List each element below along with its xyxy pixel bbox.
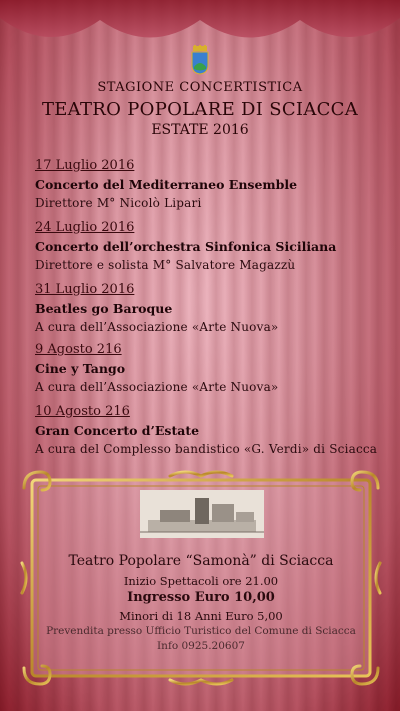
- presale-info: Prevendita presso Ufficio Turistico del Comune di Sciacca: [46, 625, 356, 637]
- event-item: [35, 220, 395, 272]
- event-date: 24 Luglio 2016: [35, 220, 135, 235]
- phone-info: Info 0925.20607: [157, 640, 245, 652]
- event-title: Cine y Tango: [35, 361, 126, 376]
- theatre-title: TEATRO POPOLARE DI SCIACCA: [41, 99, 359, 120]
- event-subtitle: A cura dell’Associazione «Arte Nuova»: [35, 320, 279, 334]
- event-title: Concerto del Mediterraneo Ensemble: [35, 177, 298, 192]
- season-label: STAGIONE CONCERTISTICA: [97, 80, 303, 95]
- event-item: [35, 342, 395, 394]
- ticket-price: Ingresso Euro 10,00: [127, 590, 275, 605]
- minor-ticket-price: Minori di 18 Anni Euro 5,00: [119, 609, 283, 623]
- event-item: [35, 282, 395, 334]
- event-item: [35, 404, 395, 456]
- event-subtitle: Direttore e solista M° Salvatore Magazzù: [35, 258, 296, 272]
- event-title: Beatles go Baroque: [35, 301, 173, 316]
- season-year: ESTATE 2016: [151, 122, 249, 138]
- venue-name: Teatro Popolare “Samonà” di Sciacca: [68, 553, 334, 569]
- event-date: 31 Luglio 2016: [35, 282, 135, 297]
- event-item: [35, 158, 395, 210]
- event-subtitle: Direttore M° Nicolò Lipari: [35, 196, 202, 210]
- show-start-time: Inizio Spettacoli ore 21.00: [123, 574, 279, 588]
- venue-info-frame: [20, 468, 382, 688]
- event-subtitle: A cura dell’Associazione «Arte Nuova»: [35, 380, 279, 394]
- event-date: 17 Luglio 2016: [35, 158, 135, 173]
- event-subtitle: A cura del Complesso bandistico «G. Verdi» di Sciacca: [35, 442, 378, 456]
- theatre-building-image: [140, 490, 264, 538]
- event-title: Concerto dell’orchestra Sinfonica Siciliana: [35, 239, 337, 254]
- event-date: 9 Agosto 216: [35, 342, 122, 357]
- event-date: 10 Agosto 216: [35, 404, 130, 419]
- event-title: Gran Concerto d’Estate: [35, 423, 200, 438]
- coat-of-arms-icon: [190, 45, 210, 75]
